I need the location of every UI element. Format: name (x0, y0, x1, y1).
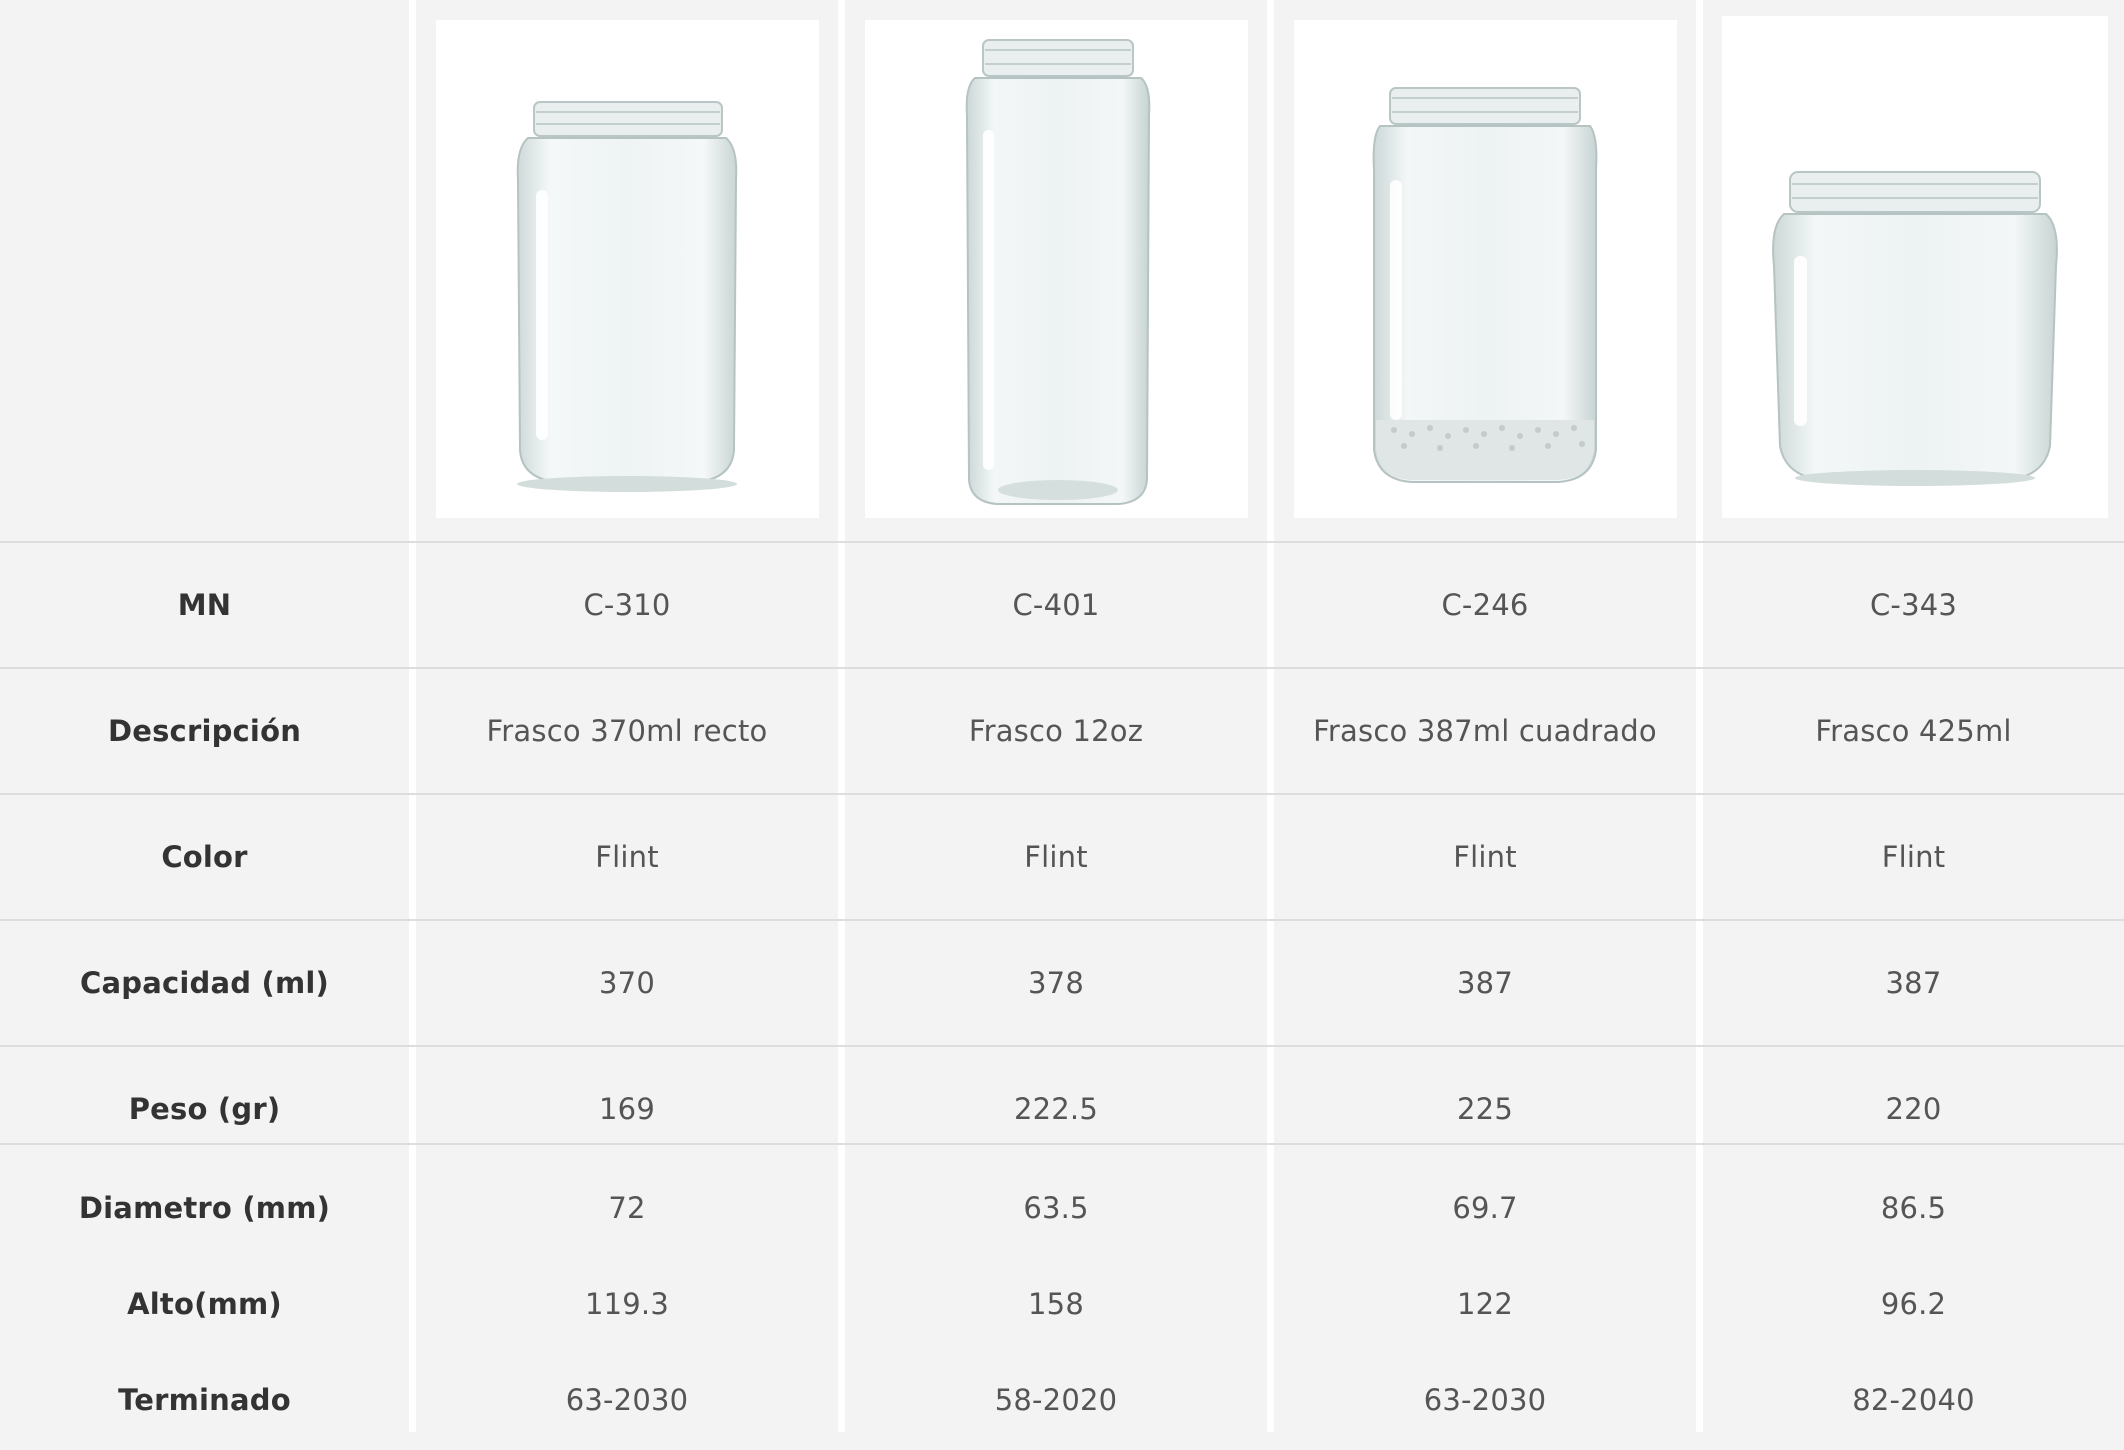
row-label-diametro: Diametro (mm) (78, 1191, 331, 1225)
cell-capacidad: 378 (1028, 966, 1084, 1000)
cell-capacidad: 387 (1457, 966, 1513, 1000)
cell-peso: 225 (1457, 1092, 1513, 1126)
cell-alto: 122 (1457, 1287, 1513, 1321)
row-label-descripcion: Descripción (107, 714, 302, 748)
cell-terminado: 63-2030 (1423, 1383, 1547, 1417)
cell-terminado: 58-2020 (994, 1383, 1118, 1417)
cell-peso: 222.5 (1013, 1092, 1099, 1126)
column-separator (409, 0, 416, 1432)
cell-diametro: 72 (608, 1191, 646, 1225)
column-separator (1267, 0, 1274, 1432)
product-image-c343 (1722, 16, 2108, 518)
glass-jar-wide-icon (1722, 16, 2108, 518)
cell-alto: 96.2 (1880, 1287, 1947, 1321)
cell-descripcion: Frasco 387ml cuadrado (1313, 714, 1657, 748)
cell-mn: C-343 (1869, 588, 1958, 622)
cell-descripcion: Frasco 370ml recto (486, 714, 768, 748)
product-image-c310 (436, 20, 819, 518)
cell-alto: 119.3 (584, 1287, 670, 1321)
row-label-mn: MN (177, 588, 232, 622)
cell-peso: 169 (599, 1092, 655, 1126)
row-label-alto: Alto(mm) (127, 1287, 282, 1321)
cell-mn: C-310 (583, 588, 671, 622)
column-separator (1696, 0, 1703, 1432)
cell-mn: C-401 (1012, 588, 1100, 622)
cell-diametro: 63.5 (1023, 1191, 1089, 1225)
cell-color: Flint (1881, 840, 1946, 874)
row-label-color: Color (161, 840, 248, 874)
glass-jar-tall-icon (865, 20, 1248, 518)
cell-capacidad: 370 (599, 966, 655, 1000)
glass-jar-square-icon (1294, 20, 1677, 518)
cell-peso: 220 (1885, 1092, 1942, 1126)
cell-terminado: 63-2030 (565, 1383, 689, 1417)
cell-descripcion: Frasco 425ml (1815, 714, 2012, 748)
cell-capacidad: 387 (1885, 966, 1942, 1000)
cell-diametro: 86.5 (1880, 1191, 1947, 1225)
cell-color: Flint (595, 840, 659, 874)
cell-descripcion: Frasco 12oz (968, 714, 1144, 748)
row-label-peso: Peso (gr) (128, 1092, 281, 1126)
cell-diametro: 69.7 (1452, 1191, 1518, 1225)
product-image-c246 (1294, 20, 1677, 518)
row-label-terminado: Terminado (118, 1383, 291, 1417)
cell-terminado: 82-2040 (1852, 1383, 1975, 1417)
glass-jar-icon (436, 20, 819, 518)
cell-color: Flint (1024, 840, 1088, 874)
product-image-c401 (865, 20, 1248, 518)
cell-color: Flint (1453, 840, 1517, 874)
row-label-capacidad: Capacidad (ml) (80, 966, 329, 1000)
column-separator (838, 0, 845, 1432)
cell-mn: C-246 (1441, 588, 1529, 622)
cell-alto: 158 (1028, 1287, 1084, 1321)
